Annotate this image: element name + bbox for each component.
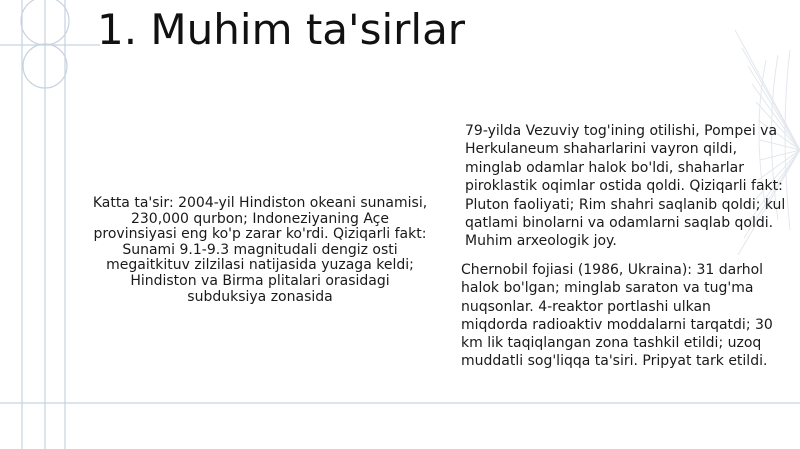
slide-title: 1. Muhim ta'sirlar — [97, 5, 466, 54]
right-bottom-text-block: Chernobil fojiasi (1986, Ukraina): 31 darhol halok bo'lgan; minglab saraton va tug'ma nuqsonlar. 4-reaktor portlashi ulkan miqdorda radioaktiv moddalarni tarqatdi; 30 km lik taqiqlangan zona tashkil etildi; uzoq muddatli sog'liqqa ta'siri. Pripyat tark etildi. — [461, 262, 773, 370]
right-top-text-block: 79-yilda Vezuviy tog'ining otilishi, Pompei va Herkulaneum shaharlarini vayron qildi, minglab odamlar halok bo'ldi, shaharlar piroklastik oqimlar ostida qoldi. Qiziqarli fakt: Pluton faoliyati; Rim shahri saqlanib qoldi; kul qatlami binolarni va odamlarni saqlab qoldi. Muhim arxeologik joy. — [465, 123, 786, 250]
left-text-block: Katta ta'sir: 2004-yil Hindiston okeani sunamisi, 230,000 qurbon; Indoneziyaning Açe provinsiyasi eng ko'p zarar ko'rdi. Qiziqarli fakt: Sunami 9.1-9.3 magnitudali dengiz osti megaitkituv zilzilasi natijasida yuzaga keldi; Hindiston va Birma plitalari orasidagi subduksiya zonasida — [92, 195, 428, 305]
